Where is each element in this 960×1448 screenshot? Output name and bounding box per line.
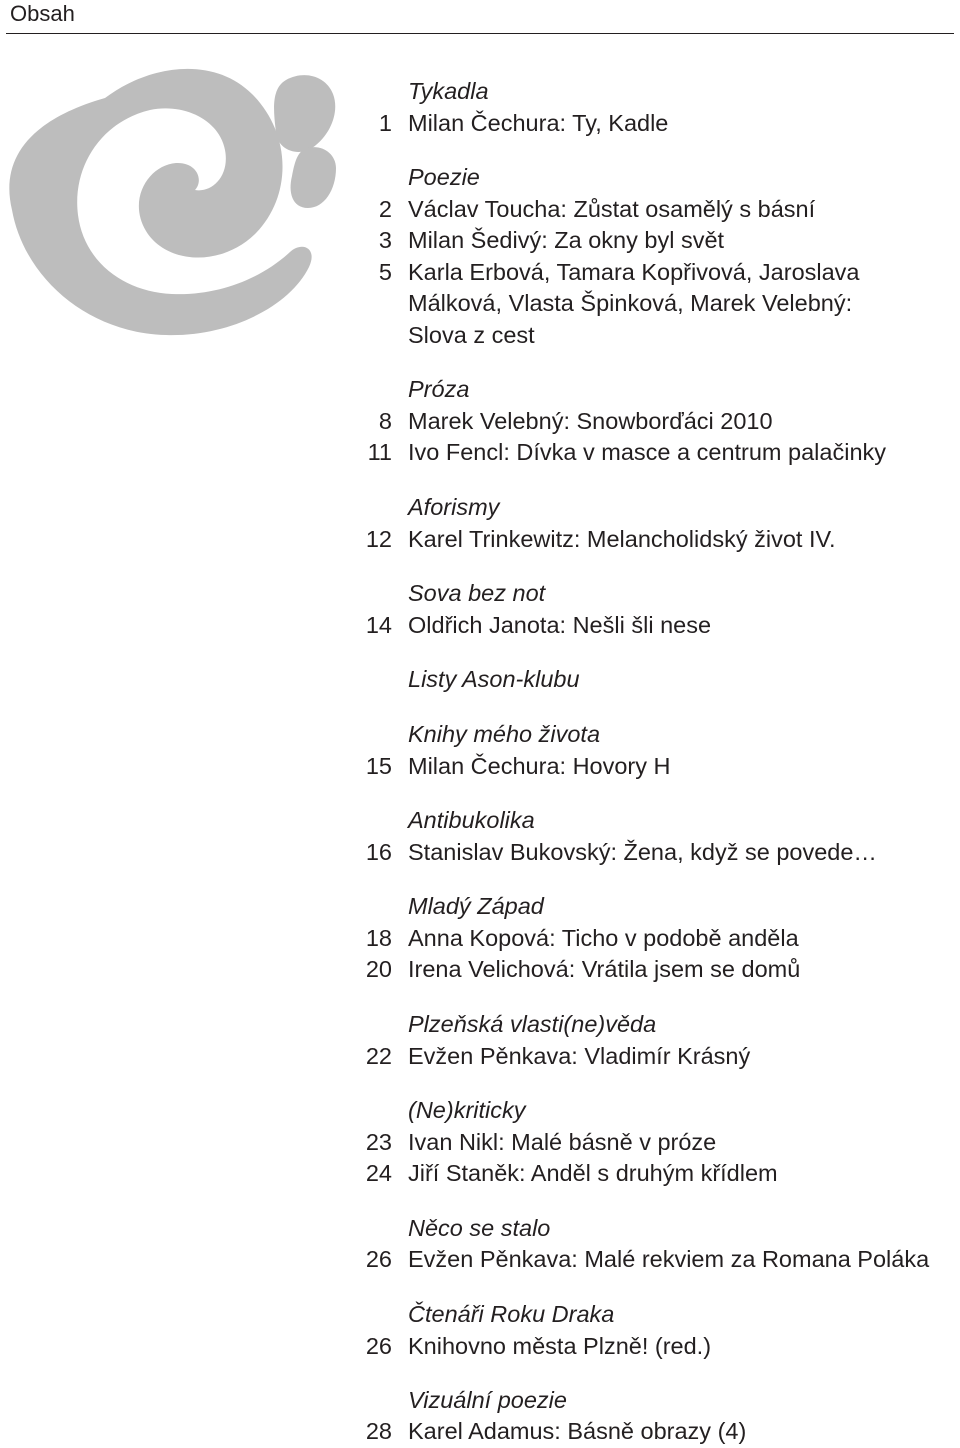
entry-title: Karel Adamus: Básně obrazy (4) <box>408 1418 747 1444</box>
entry-title-line: Málková, Vlasta Špinková, Marek Velebný: <box>408 290 853 316</box>
page-number: 1 <box>378 110 392 136</box>
toc-entry[interactable] <box>0 1331 960 1361</box>
entry-title: Václav Toucha: Zůstat osamělý s básní <box>408 196 816 222</box>
toc-entry[interactable] <box>0 108 960 138</box>
section-title: Knihy mého života <box>408 721 601 747</box>
toc-entry[interactable] <box>0 1041 960 1071</box>
toc-entry[interactable] <box>0 406 960 436</box>
section-title: Antibukolika <box>408 807 535 833</box>
section-title: Poezie <box>408 164 480 190</box>
entry-title: Evžen Pěnkava: Vladimír Krásný <box>408 1043 751 1069</box>
entry-title: Ivo Fencl: Dívka v masce a centrum palačinky <box>408 439 887 465</box>
section-title: Sova bez not <box>408 580 546 606</box>
page-heading: Obsah <box>10 1 75 26</box>
toc-entry[interactable] <box>0 524 960 554</box>
section-title: Aforismy <box>408 494 500 520</box>
section-title: Vizuální poezie <box>408 1387 567 1413</box>
entry-title: Evžen Pěnkava: Malé rekviem za Romana Poláka <box>408 1246 930 1272</box>
page-number: 5 <box>378 259 392 285</box>
entry-title: Oldřich Janota: Nešli šli nese <box>408 612 712 638</box>
toc-entry[interactable] <box>0 1244 960 1274</box>
entry-title: Marek Velebný: Snowborďáci 2010 <box>408 408 773 434</box>
entry-title-line: Slova z cest <box>408 322 535 348</box>
entry-title: Knihovno města Plzně! (red.) <box>408 1333 712 1359</box>
toc-entry-continuation <box>0 288 960 318</box>
toc-entry[interactable] <box>0 437 960 467</box>
entry-title: Milan Čechura: Hovory H <box>408 753 671 779</box>
toc-entry[interactable] <box>0 1158 960 1188</box>
section-title: Próza <box>408 376 470 402</box>
page-number: 23 <box>365 1129 392 1155</box>
page-number: 26 <box>365 1333 392 1359</box>
toc-entry[interactable] <box>0 225 960 255</box>
page-number: 28 <box>365 1418 392 1444</box>
entry-title: Irena Velichová: Vrátila jsem se domů <box>408 956 801 982</box>
entry-title: Anna Kopová: Ticho v podobě anděla <box>408 925 799 951</box>
toc-entry-continuation <box>0 320 960 350</box>
entry-title: Jiří Staněk: Anděl s druhým křídlem <box>408 1160 778 1186</box>
section-title: Něco se stalo <box>408 1215 551 1241</box>
section-title: Plzeňská vlasti(ne)věda <box>408 1011 657 1037</box>
toc-entry[interactable] <box>0 194 960 224</box>
page-number: 24 <box>365 1160 392 1186</box>
toc-entry[interactable] <box>0 954 960 984</box>
section-title: Tykadla <box>408 78 489 104</box>
section-title: (Ne)kriticky <box>408 1097 526 1123</box>
toc-entry[interactable] <box>0 837 960 867</box>
toc-entry[interactable] <box>0 923 960 953</box>
toc-entry[interactable] <box>0 610 960 640</box>
page-number: 26 <box>365 1246 392 1272</box>
entry-title: Milan Čechura: Ty, Kadle <box>408 110 669 136</box>
page-number: 14 <box>365 612 392 638</box>
page-number: 12 <box>365 526 392 552</box>
page-number: 2 <box>378 196 392 222</box>
entry-title-line: Karla Erbová, Tamara Kopřivová, Jaroslava <box>408 259 860 285</box>
toc-entry[interactable] <box>0 1416 960 1446</box>
page-number: 20 <box>365 956 392 982</box>
page-number: 8 <box>378 408 392 434</box>
page-number: 16 <box>365 839 392 865</box>
page-number: 15 <box>365 753 392 779</box>
section-title: Listy Ason-klubu <box>408 666 580 692</box>
page-number: 3 <box>378 227 392 253</box>
page-number: 18 <box>365 925 392 951</box>
page-number: 11 <box>367 439 392 465</box>
section-title: Čtenáři Roku Draka <box>408 1301 615 1327</box>
entry-title: Milan Šedivý: Za okny byl svět <box>408 227 725 253</box>
page-number: 22 <box>365 1043 392 1069</box>
entry-title: Ivan Nikl: Malé básně v próze <box>408 1129 717 1155</box>
entry-title: Stanislav Bukovský: Žena, když se povede… <box>408 839 877 865</box>
toc-entry[interactable] <box>0 1127 960 1157</box>
toc-entry[interactable] <box>0 751 960 781</box>
entry-title: Karel Trinkewitz: Melancholidský život IV. <box>408 526 836 552</box>
toc-entry[interactable] <box>0 257 960 287</box>
section-title: Mladý Západ <box>408 893 544 919</box>
